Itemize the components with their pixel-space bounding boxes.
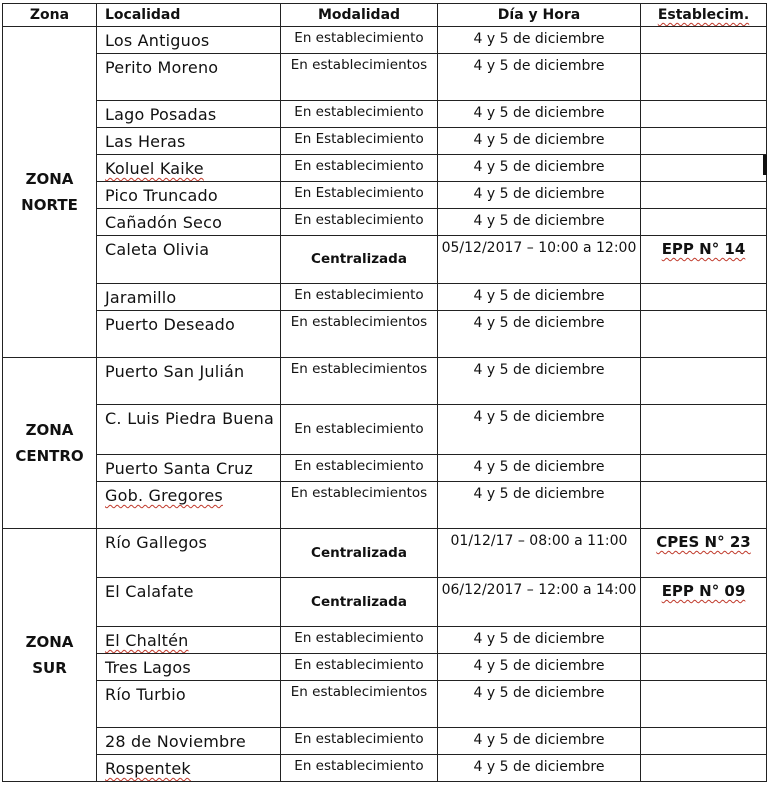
table-row [3, 405, 767, 455]
dia-cell: 4 y 5 de diciembre [438, 27, 641, 54]
table-row [3, 681, 767, 728]
dia-cell: 4 y 5 de diciembre [438, 358, 641, 405]
table-row [3, 284, 767, 311]
establecim-cell [641, 27, 767, 54]
zone-label: ZONA [25, 633, 74, 651]
establecim-cell: EPP N° 09 [641, 578, 767, 627]
zone-label: SUR [32, 659, 67, 677]
establecim-cell [641, 681, 767, 728]
establecim-cell [641, 405, 767, 455]
localidad-cell: Las Heras [97, 128, 281, 155]
table-row [3, 209, 767, 236]
dia-cell: 4 y 5 de diciembre [438, 455, 641, 482]
zone-sur-cell [3, 529, 97, 782]
dia-cell: 4 y 5 de diciembre [438, 654, 641, 681]
establecim-cell [641, 311, 767, 358]
establecim-cell [641, 728, 767, 755]
modalidad-cell: Centralizada [281, 236, 438, 284]
establecim-cell: CPES N° 23 [641, 529, 767, 578]
modalidad-cell: En establecimiento [281, 455, 438, 482]
table-row [3, 482, 767, 529]
table-row [3, 627, 767, 654]
establecim-cell [641, 755, 767, 782]
establecim-cell [641, 209, 767, 236]
establecim-cell [641, 455, 767, 482]
zone-centro-cell [3, 358, 97, 529]
modalidad-cell: En establecimiento [281, 654, 438, 681]
zone-label: ZONA [25, 170, 74, 188]
zone-norte-cell [3, 27, 97, 358]
zone-label: ZONA [25, 421, 74, 439]
establecim-cell [641, 482, 767, 529]
modalidad-cell: En establecimiento [281, 755, 438, 782]
localidad-cell: Koluel Kaike [97, 155, 281, 182]
dia-cell: 05/12/2017 – 10:00 a 12:00 [438, 236, 641, 284]
establecim-cell [641, 358, 767, 405]
establecim-cell [641, 182, 767, 209]
table-row [3, 311, 767, 358]
header-dia-hora: Día y Hora [438, 4, 641, 27]
modalidad-cell: En establecimientos [281, 311, 438, 358]
localidad-cell: 28 de Noviembre [97, 728, 281, 755]
zone-label: CENTRO [15, 447, 84, 465]
modalidad-cell: En establecimientos [281, 358, 438, 405]
localidad-cell: Los Antiguos [97, 27, 281, 54]
modalidad-cell: En establecimiento [281, 405, 438, 455]
modalidad-cell: En establecimientos [281, 681, 438, 728]
localidad-cell: Lago Posadas [97, 101, 281, 128]
dia-cell: 4 y 5 de diciembre [438, 627, 641, 654]
table-row [3, 728, 767, 755]
header-modalidad: Modalidad [281, 4, 438, 27]
table-row [3, 54, 767, 101]
dia-cell: 06/12/2017 – 12:00 a 14:00 [438, 578, 641, 627]
table-row [3, 755, 767, 782]
establecim-cell [641, 54, 767, 101]
dia-cell: 4 y 5 de diciembre [438, 155, 641, 182]
dia-cell: 4 y 5 de diciembre [438, 311, 641, 358]
localidad-cell: Caleta Olivia [97, 236, 281, 284]
modalidad-cell: En establecimientos [281, 482, 438, 529]
dia-cell: 4 y 5 de diciembre [438, 101, 641, 128]
table-row [3, 182, 767, 209]
modalidad-cell: En establecimiento [281, 209, 438, 236]
dia-cell: 4 y 5 de diciembre [438, 728, 641, 755]
table-row [3, 529, 767, 578]
header-zona: Zona [3, 4, 97, 27]
header-localidad: Localidad [97, 4, 281, 27]
localidad-cell: Cañadón Seco [97, 209, 281, 236]
table-row [3, 578, 767, 627]
table-row [3, 101, 767, 128]
localidad-cell: Pico Truncado [97, 182, 281, 209]
localidad-cell: Río Turbio [97, 681, 281, 728]
dia-cell: 4 y 5 de diciembre [438, 482, 641, 529]
localidad-cell: El Calafate [97, 578, 281, 627]
dia-cell: 4 y 5 de diciembre [438, 209, 641, 236]
modalidad-cell: Centralizada [281, 578, 438, 627]
localidad-cell: Río Gallegos [97, 529, 281, 578]
zone-label: NORTE [21, 196, 78, 214]
table-row [3, 155, 767, 182]
table-row [3, 128, 767, 155]
modalidad-cell: En establecimiento [281, 284, 438, 311]
table-row [3, 236, 767, 284]
localidad-cell: C. Luis Piedra Buena [97, 405, 281, 455]
header-establecim: Establecim. [641, 4, 767, 27]
modalidad-cell: En establecimiento [281, 27, 438, 54]
table-row [3, 654, 767, 681]
schedule-table [2, 3, 767, 782]
table-row [3, 358, 767, 405]
establecim-cell: EPP N° 14 [641, 236, 767, 284]
establecim-cell [641, 284, 767, 311]
localidad-cell: Perito Moreno [97, 54, 281, 101]
localidad-cell: Tres Lagos [97, 654, 281, 681]
localidad-cell: Jaramillo [97, 284, 281, 311]
modalidad-cell: En Establecimiento [281, 128, 438, 155]
establecim-cell [641, 155, 767, 182]
modalidad-cell: En establecimiento [281, 101, 438, 128]
establecim-cell [641, 128, 767, 155]
dia-cell: 4 y 5 de diciembre [438, 128, 641, 155]
dia-cell: 4 y 5 de diciembre [438, 681, 641, 728]
establecim-cell [641, 627, 767, 654]
modalidad-cell: En Establecimiento [281, 182, 438, 209]
text-cursor-marker [763, 155, 767, 175]
establecim-cell [641, 101, 767, 128]
dia-cell: 01/12/17 – 08:00 a 11:00 [438, 529, 641, 578]
header-row [3, 4, 767, 27]
table-row [3, 455, 767, 482]
dia-cell: 4 y 5 de diciembre [438, 284, 641, 311]
dia-cell: 4 y 5 de diciembre [438, 182, 641, 209]
table-row [3, 27, 767, 54]
modalidad-cell: En establecimiento [281, 728, 438, 755]
modalidad-cell: En establecimiento [281, 155, 438, 182]
localidad-cell: Gob. Gregores [97, 482, 281, 529]
modalidad-cell: En establecimientos [281, 54, 438, 101]
establecim-cell [641, 654, 767, 681]
modalidad-cell: Centralizada [281, 529, 438, 578]
localidad-cell: El Chaltén [97, 627, 281, 654]
localidad-cell: Puerto Deseado [97, 311, 281, 358]
modalidad-cell: En establecimiento [281, 627, 438, 654]
localidad-cell: Rospentek [97, 755, 281, 782]
localidad-cell: Puerto Santa Cruz [97, 455, 281, 482]
dia-cell: 4 y 5 de diciembre [438, 54, 641, 101]
dia-cell: 4 y 5 de diciembre [438, 405, 641, 455]
localidad-cell: Puerto San Julián [97, 358, 281, 405]
dia-cell: 4 y 5 de diciembre [438, 755, 641, 782]
